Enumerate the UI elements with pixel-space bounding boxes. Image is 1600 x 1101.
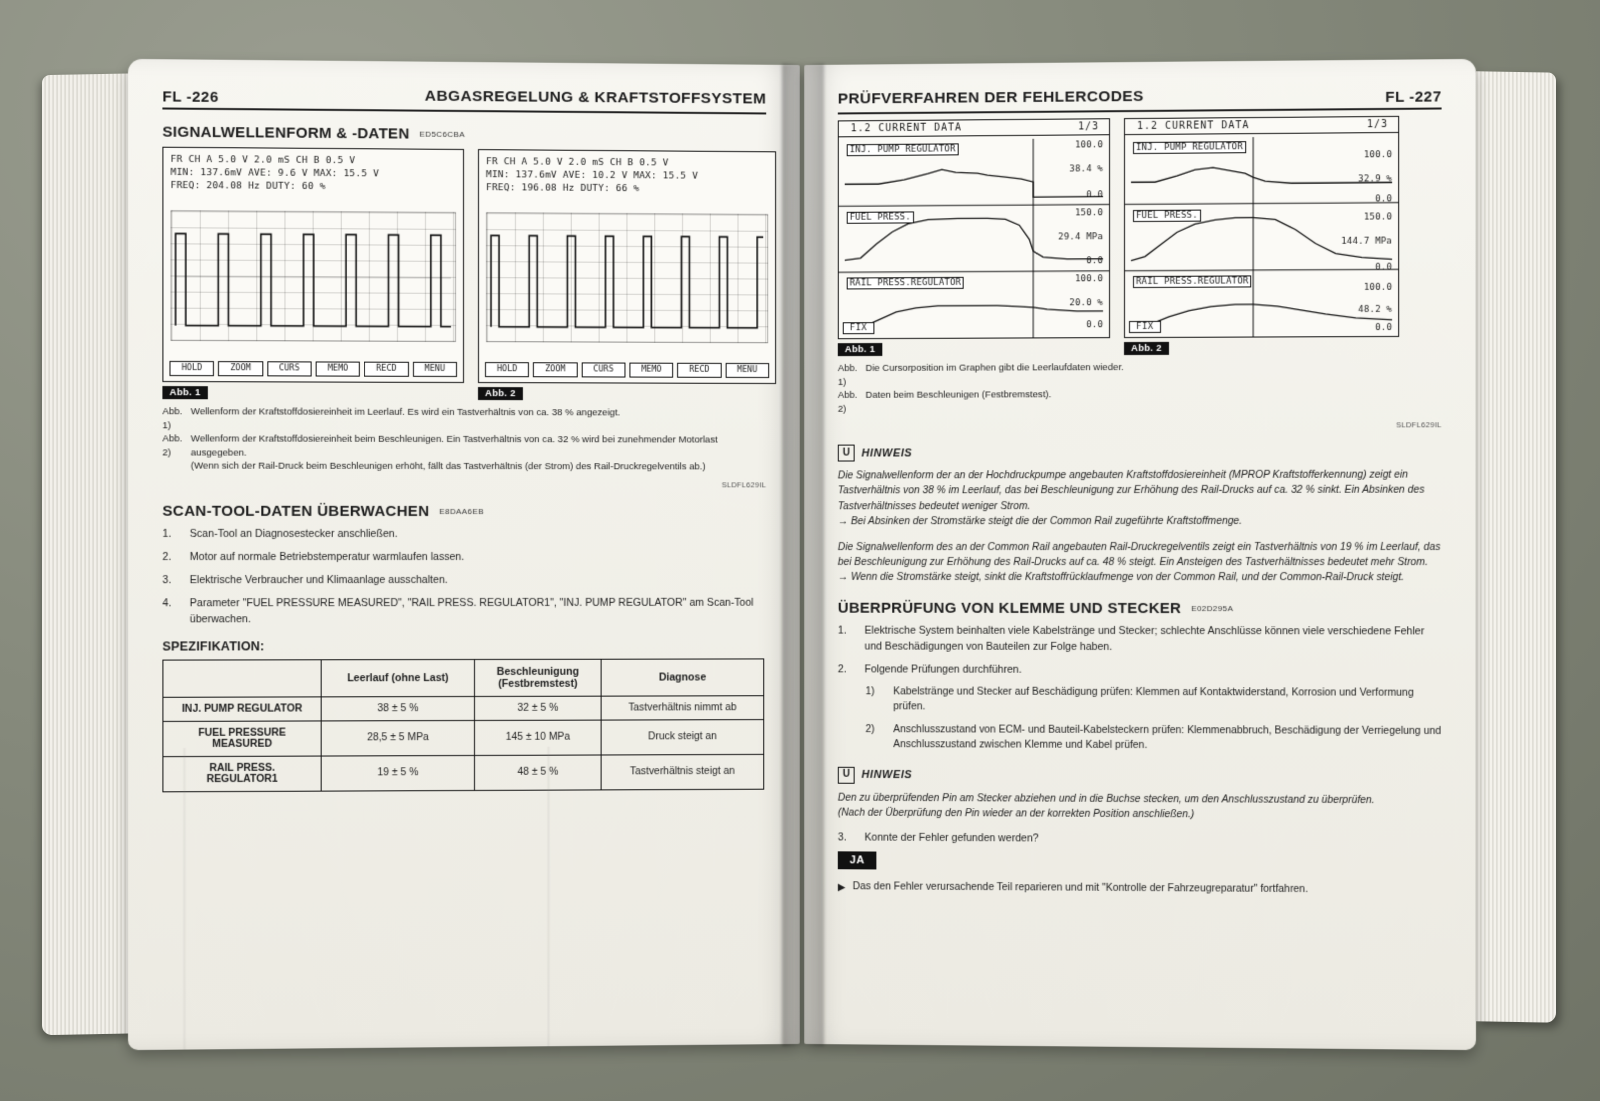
left-steps-list: [162, 525, 766, 627]
list-item: [162, 571, 766, 587]
substep-number: 2): [865, 723, 875, 735]
left-section-code: ED5C6CBA: [419, 129, 466, 139]
open-book: [30, 22, 1570, 1080]
scope-screenshot-row: [162, 147, 766, 402]
cell-accel: 32 ± 5 %: [475, 696, 602, 720]
page-showthrough-artwork: [128, 746, 800, 1050]
right-section-title: ÜBERPRÜFUNG VON KLEMME UND STECKER: [837, 599, 1182, 617]
right-section-code: E02D295A: [1191, 603, 1234, 613]
right-page-doc-code: SLDFL629IL: [1396, 420, 1442, 430]
left-header-title: ABGASREGELUNG & KRAFTSTOFFSYSTEM: [424, 87, 767, 108]
col-header-diagnose: Diagnose: [601, 658, 764, 695]
hinweis-1-p1-arrow: → Bei Absinken der Stromstärke steigt die der Common Rail zugeführte Kraftstoffmenge.: [837, 516, 1243, 528]
right-steps-list: [838, 622, 1442, 678]
page-edges-right: [1476, 71, 1556, 1022]
rscope1-value-min-2: 0.0: [1086, 256, 1104, 267]
scope2-line2: MIN: 137.6mV AVE: 10.2 V MAX: 15.5 V: [485, 169, 699, 182]
substep-text: Kabelstränge und Stecker auf Beschädigung prüfen: Klemmen auf Kontaktwiderstand, Korrosion und Verformung prüfen.: [893, 686, 1414, 713]
left-page-content: [128, 59, 800, 1050]
left-captions: [162, 405, 766, 474]
scope-screenshot-2: [478, 149, 776, 384]
right-caption-2-text: Daten beim Beschleunigen (Festbremstest).: [865, 389, 1052, 401]
list-item: [838, 622, 1442, 655]
scope1-line1: FR CH A 5.0 V 2.0 mS CH B 0.5 V: [170, 153, 356, 167]
step-number: 4.: [162, 596, 172, 609]
step-number: 1.: [837, 624, 847, 637]
scope2-button-recd[interactable]: RECD: [677, 363, 721, 378]
rscope2-value-max-1: 100.0: [1363, 150, 1393, 161]
scope2-button-menu[interactable]: MENU: [725, 363, 769, 378]
rscope1-value-max-3: 100.0: [1075, 274, 1104, 285]
scope2-button-curs[interactable]: CURS: [581, 362, 625, 377]
cell-idle: 19 ± 5 %: [321, 755, 474, 791]
right-step-3: [838, 831, 1442, 846]
scope2-button-zoom[interactable]: ZOOM: [533, 362, 577, 377]
step-number: 2.: [837, 663, 847, 676]
list-item: [162, 594, 766, 627]
scope1-line2: MIN: 137.6mV AVE: 9.6 V MAX: 15.5 V: [170, 166, 380, 180]
rscope2-title: 1.2 CURRENT DATA: [1137, 120, 1250, 133]
scope1-figure-label: Abb. 1: [162, 386, 207, 399]
rscope2-value-min-1: 0.0: [1375, 194, 1393, 205]
cell-idle: 28,5 ± 5 MPa: [321, 720, 474, 756]
left-section2-code: E8DAA6EB: [439, 506, 484, 516]
table-header-row: [163, 658, 764, 696]
table-row: [163, 695, 764, 721]
note-icon: U: [838, 767, 855, 784]
col-header-idle: Leerlauf (ohne Last): [321, 659, 474, 696]
right-substeps-list: [865, 684, 1441, 755]
rscope1-title-bar: [839, 119, 1109, 137]
left-page-number: FL -226: [162, 88, 219, 106]
left-section2-title: SCAN-TOOL-DATEN ÜBERWACHEN: [162, 502, 430, 520]
rscope1-label-rail-press-regulator: RAIL PRESS.REGULATOR: [847, 277, 964, 290]
scope2-waveform: [487, 213, 767, 342]
scope1-readout: [163, 148, 463, 194]
scope2-waveform-grid: [486, 212, 768, 343]
left-section2-title-wrap: [162, 502, 766, 519]
scope1-button-zoom[interactable]: ZOOM: [218, 361, 263, 376]
row-name-fuel-pressure-measured: FUEL PRESSURE MEASURED: [163, 720, 321, 756]
hinweis-2-paragraph: [838, 791, 1442, 825]
rscope1-label-inj-pump-regulator: INJ. PUMP REGULATOR: [847, 143, 959, 156]
hinweis-1-paragraph-1: [838, 468, 1442, 530]
step-text: Motor auf normale Betriebstemperatur warmlaufen lassen.: [189, 550, 465, 563]
hinweis-1-p1-text: Die Signalwellenform der an der Hochdruckpumpe angebauten Kraftstoffdosiereinheit (MPROP Kraftstofferkennung) zeigt ein Tastverhältnis von 38 % im Leerlauf, das bei Beschleunigung zur Erhöhung des Rail-Drucks auf ca. 32 % sinkt. Ein Absinken des Tastverhältnisses bedeutet weniger Strom.: [837, 469, 1425, 513]
cell-accel: 48 ± 5 %: [475, 754, 602, 789]
hinweis-1-p2-arrow: → Wenn die Stromstärke steigt, sinkt die Kraftstoffrücklaufmenge von der Common Rail, und der Common-Rail-Druck steigt.: [837, 572, 1405, 584]
step-text: Folgende Prüfungen durchführen.: [864, 663, 1022, 676]
scope-screenshot-1: [162, 147, 464, 383]
left-caption-2-number: Abb. 2): [162, 433, 183, 458]
note-icon: U: [838, 445, 855, 462]
left-caption-1-text: Wellenform der Kraftstoffdosiereinheit im Leerlauf. Es wird ein Tastverhältnis von ca. 38 % angezeigt.: [190, 406, 621, 419]
rscope1-label-fuel-press: FUEL PRESS.: [847, 211, 914, 223]
list-item: [162, 548, 766, 564]
current-data-screen-2: [1124, 116, 1399, 338]
right-page-header: [838, 85, 1442, 110]
rscope1-value-min-1: 0.0: [1086, 190, 1104, 201]
scope1-button-memo[interactable]: MEMO: [316, 361, 361, 376]
hinweis-1-paragraph-2: [838, 540, 1442, 586]
right-section-title-wrap: [838, 600, 1442, 618]
right-caption-2: [838, 387, 1442, 416]
step-number: 2.: [162, 550, 172, 563]
left-caption-3-number: [162, 459, 184, 473]
rscope1-title: 1.2 CURRENT DATA: [850, 122, 962, 135]
scope1-waveform-grid: [170, 210, 456, 342]
list-item: [162, 525, 766, 541]
left-caption-1: [162, 405, 766, 434]
rscope1-value-min-3: 0.0: [1086, 320, 1104, 331]
scope2-button-memo[interactable]: MEMO: [629, 363, 673, 378]
left-page: [128, 59, 800, 1050]
list-item: [865, 722, 1441, 755]
rscope1-value-max-1: 100.0: [1075, 140, 1104, 151]
left-section-title: SIGNALWELLENFORM & -DATEN: [162, 123, 410, 143]
scope1-button-row[interactable]: [169, 361, 457, 377]
rscope1-body: [839, 138, 1109, 338]
rscope2-title-bar: [1125, 117, 1398, 135]
hinweis-2-header: [838, 767, 1442, 786]
list-item: [865, 684, 1441, 717]
left-page-doc-code: SLDFL629IL: [721, 479, 767, 489]
current-data-screen-1: [838, 118, 1110, 339]
substep-text: Anschlusszustand von ECM- und Bauteil-Kabelsteckern prüfen: Klemmenabbruch, Beschädigung der Verriegelung und Anschlusszustand zwischen Klemme und Kabel prüfen.: [893, 724, 1442, 752]
step-text: Parameter "FUEL PRESSURE MEASURED", "RAIL PRESS. REGULATOR1", "INJ. PUMP REGULATOR" am Scan-Tool überwachen.: [189, 596, 754, 625]
rscope1-fix-button[interactable]: FIX: [843, 322, 874, 334]
rscope1-value-max-2: 150.0: [1075, 208, 1104, 219]
answer-badge-ja: JA: [838, 851, 877, 869]
rscope2-page-indicator: 1/3: [1366, 118, 1389, 131]
rscope2-label-fuel-press: FUEL PRESS.: [1133, 210, 1201, 222]
right-caption-1-text: Die Cursorposition im Graphen gibt die Leerlaufdaten wieder.: [865, 362, 1124, 374]
scope2-figure-label: Abb. 2: [478, 387, 523, 400]
right-header-title: PRÜFVERFAHREN DER FEHLERCODES: [837, 87, 1144, 108]
book-gutter-shadow: [782, 64, 824, 1046]
left-section-title-wrap: [162, 124, 766, 146]
scope1-button-curs[interactable]: CURS: [267, 361, 312, 376]
col-header-blank: [163, 659, 321, 697]
cell-diagnose: Tastverhältnis steigt an: [601, 754, 764, 790]
step-text: Konnte der Fehler gefunden werden?: [864, 831, 1039, 845]
rscope2-body: [1125, 136, 1398, 337]
scope1-line3: FREQ: 204.08 Hz DUTY: 60 %: [170, 179, 326, 193]
scope1-waveform: [172, 211, 455, 341]
left-page-header: [162, 85, 766, 110]
cell-diagnose: Tastverhältnis nimmt ab: [601, 695, 764, 719]
step-number: 3.: [162, 573, 172, 586]
hinweis-2-title: HINWEIS: [861, 769, 913, 782]
step-text: Elektrische System beinhalten viele Kabelstränge und Stecker; schlechte Anschlüsse können viele verschiedene Fehler und Beschädigungen von Bauteilen zur Folge haben.: [864, 624, 1425, 653]
rscope1-value-mid-2: 29.4 MPa: [1058, 232, 1104, 243]
step-text: Scan-Tool an Diagnosestecker anschließen.: [189, 527, 398, 540]
row-name-rail-press-regulator1: RAIL PRESS. REGULATOR1: [163, 756, 321, 792]
scope2-button-hold[interactable]: HOLD: [485, 362, 529, 377]
step-text: Elektrische Verbraucher und Klimaanlage ausschalten.: [189, 573, 448, 586]
scope2-line1: FR CH A 5.0 V 2.0 mS CH B 0.5 V: [485, 156, 669, 169]
left-caption-2: [162, 432, 766, 460]
right-caption-2-number: Abb. 2): [837, 389, 858, 415]
col-header-accel: Beschleunigung (Festbremstest): [475, 659, 602, 696]
rscope2-fix-button[interactable]: FIX: [1129, 321, 1161, 333]
right-captions: [838, 360, 1442, 416]
rscope2-value-mid-3: 48.2 %: [1358, 304, 1393, 316]
rscope2-value-mid-1: 32.9 %: [1358, 174, 1393, 185]
spec-table-title: SPEZIFIKATION:: [162, 638, 265, 654]
left-caption-3-text: (Wenn sich der Rail-Druck beim Beschleunigen erhöht, fällt das Tastverhältnis (der Strom) des Rail-Druckregelventils ab.): [190, 460, 706, 473]
right-caption-1-number: Abb. 1): [837, 363, 858, 388]
result-text: Das den Fehler verursachende Teil reparieren und mit "Kontrolle der Fahrzeugreparatur" fortfahren.: [852, 880, 1309, 895]
rscope1-figure-label: Abb. 1: [838, 343, 882, 356]
left-caption-1-number: Abb. 1): [162, 406, 183, 431]
substep-number: 1): [865, 686, 875, 698]
hinweis-2-p1: Den zu überprüfenden Pin am Stecker abziehen und in die Buchse stecken, um den Anschlusszustand zu überprüfen.: [837, 792, 1375, 806]
right-result-line: [838, 881, 1442, 897]
scope1-button-recd[interactable]: RECD: [364, 362, 408, 377]
cell-diagnose: Druck steigt an: [601, 719, 764, 754]
rscope1-page-indicator: 1/3: [1078, 121, 1100, 133]
rscope2-label-inj-pump-regulator: INJ. PUMP REGULATOR: [1133, 141, 1246, 154]
scope2-button-row[interactable]: [485, 362, 769, 378]
list-item: [838, 661, 1442, 678]
scope1-button-menu[interactable]: MENU: [413, 362, 457, 377]
hinweis-2-p2: (Nach der Überprüfung den Pin wieder an der korrekten Position anschließen.): [837, 807, 1195, 821]
current-data-row: [838, 116, 1442, 358]
right-page-content: [804, 59, 1476, 1050]
left-caption-2-text: Wellenform der Kraftstoffdosiereinheit beim Beschleunigen. Ein Tastverhältnis von ca. 32 % wird bei zunehmender Motorlast ausgegeben.: [190, 433, 718, 459]
cell-idle: 38 ± 5 %: [321, 696, 474, 720]
right-page-number: FL -227: [1385, 88, 1442, 106]
rscope2-label-rail-press-regulator: RAIL PRESS.REGULATOR: [1133, 275, 1252, 288]
cell-accel: 145 ± 10 MPa: [475, 720, 602, 755]
hinweis-1-title: HINWEIS: [861, 446, 913, 459]
hinweis-1-p2-text: Die Signalwellenform des an der Common Rail angebauten Rail-Druckregelventils zeigt ein Tastverhältnis von 19 % im Leerlauf, das bei Beschleunigung zur Erhöhung des Rail-Drucks auf ca. 48 % steigt. Ein Ansteigen des Tastverhältnisses bedeutet mehr Strom.: [837, 541, 1441, 569]
row-name-inj-pump-regulator: INJ. PUMP REGULATOR: [163, 696, 321, 721]
rscope2-value-max-2: 150.0: [1363, 212, 1393, 223]
scope2-readout: [479, 150, 775, 196]
step-number: 1.: [162, 527, 172, 540]
right-page: [804, 59, 1476, 1050]
rscope1-value-mid-1: 38.4 %: [1069, 164, 1104, 175]
scope2-line3: FREQ: 196.08 Hz DUTY: 66 %: [485, 182, 640, 195]
step-number: 3.: [837, 831, 847, 844]
left-caption-3: [162, 459, 766, 473]
rscope2-value-min-2: 0.0: [1375, 262, 1393, 273]
scope1-button-hold[interactable]: HOLD: [169, 361, 214, 376]
rscope2-figure-label: Abb. 2: [1124, 342, 1169, 355]
rscope2-value-min-3: 0.0: [1375, 322, 1393, 334]
result-arrow-icon: ▶: [837, 881, 846, 893]
rscope1-value-mid-3: 20.0 %: [1069, 298, 1104, 309]
right-caption-1: [838, 360, 1442, 389]
hinweis-1-header: [838, 443, 1442, 461]
rscope2-value-max-3: 100.0: [1363, 282, 1393, 293]
rscope2-value-mid-2: 144.7 MPa: [1341, 236, 1393, 247]
